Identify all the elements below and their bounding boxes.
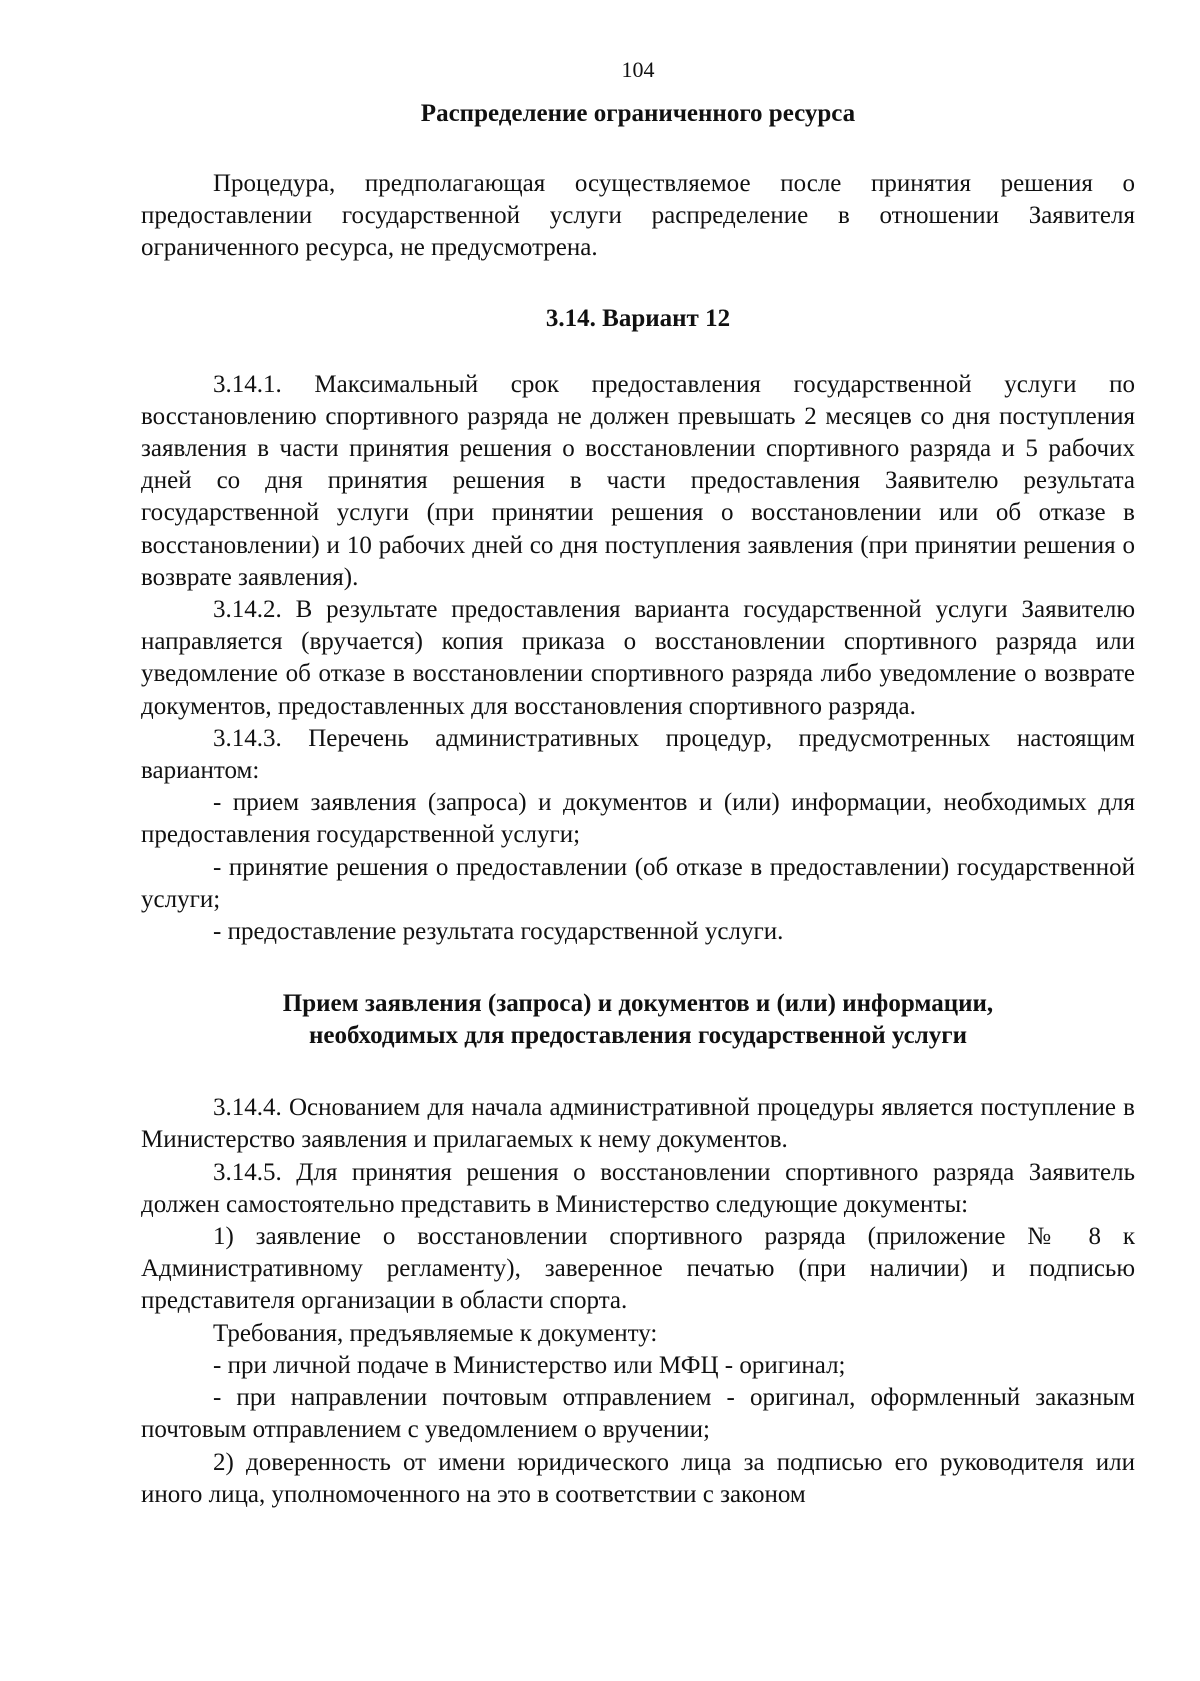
document-page: [141, 52, 1135, 1511]
procedure-list-item: - принятие решения о предоставлении (об отказе в предоставлении) государственной услуги;: [141, 853, 1135, 913]
variant-heading: 3.14. Вариант 12: [545, 304, 731, 332]
reception-heading: [141, 988, 1135, 1052]
paragraph-3-14-5: 3.14.5. Для принятия решения о восстановлении спортивного разряда Заявитель должен самостоятельно представить в Министерство следующие документы:: [141, 1158, 1135, 1218]
page-number: 104: [621, 57, 655, 82]
document-list-item: 2) доверенность от имени юридического лица за подписью его руководителя или иного лица, уполномоченного на это в соответствии с законом: [141, 1448, 1135, 1508]
requirement-item: - при направлении почтовым отправлением - оригинал, оформленный заказным почтовым отправлением с уведомлением о вручении;: [141, 1384, 1135, 1444]
paragraph-3-14-3: 3.14.3. Перечень административных процедур, предусмотренных настоящим вариантом:: [141, 724, 1135, 785]
requirement-item: - при личной подаче в Министерство или МФЦ - оригинал;: [213, 1351, 846, 1379]
procedure-list-item: - прием заявления (запроса) и документов и (или) информации, необходимых для предоставления государственной услуги;: [141, 789, 1135, 849]
document-list-item: 1) заявление о восстановлении спортивного разряда (приложение № 8 к Административному регламенту), заверенное печатью (при наличии) и подписью представителя организации в области спорта.: [141, 1223, 1135, 1315]
requirements-intro: Требования, предъявляемые к документу:: [213, 1319, 658, 1347]
paragraph-3-14-2: 3.14.2. В результате предоставления варианта государственной услуги Заявителю направляется (вручается) копия приказа о восстановлении спортивного разряда или уведомление об отказе в восстановлении спортивного разряда либо уведомление о возврате документов, предоставленных для восстановления спортивного разряда.: [141, 596, 1135, 720]
reception-heading-line: необходимых для предоставления государственной услуги: [309, 1022, 967, 1050]
procedure-list-item: - предоставление результата государственной услуги.: [213, 918, 784, 946]
paragraph-3-14-1: 3.14.1. Максимальный срок предоставления государственной услуги по восстановлению спортивного разряда не должен превышать 2 месяцев со дня поступления заявления в части принятия решения о восстановлении спортивного разряда и 5 рабочих дней со дня принятия решения в части предоставления Заявителю результата государственной услуги (при принятии решения о восстановлении или об отказе в восстановлении) и 10 рабочих дней со дня поступления заявления (при принятии решения о возврате заявления).: [141, 370, 1135, 591]
paragraph-3-14-4: 3.14.4. Основанием для начала административной процедуры является поступление в Министерство заявления и прилагаемых к нему документов.: [141, 1094, 1135, 1154]
resource-paragraph: Процедура, предполагающая осуществляемое после принятия решения о предоставлении государственной услуги распределение в отношении Заявителя ограниченного ресурса, не предусмотрена.: [141, 170, 1135, 262]
resource-heading: Распределение ограниченного ресурса: [420, 100, 856, 127]
reception-heading-line: Прием заявления (запроса) и документов и (или) информации,: [282, 990, 994, 1018]
